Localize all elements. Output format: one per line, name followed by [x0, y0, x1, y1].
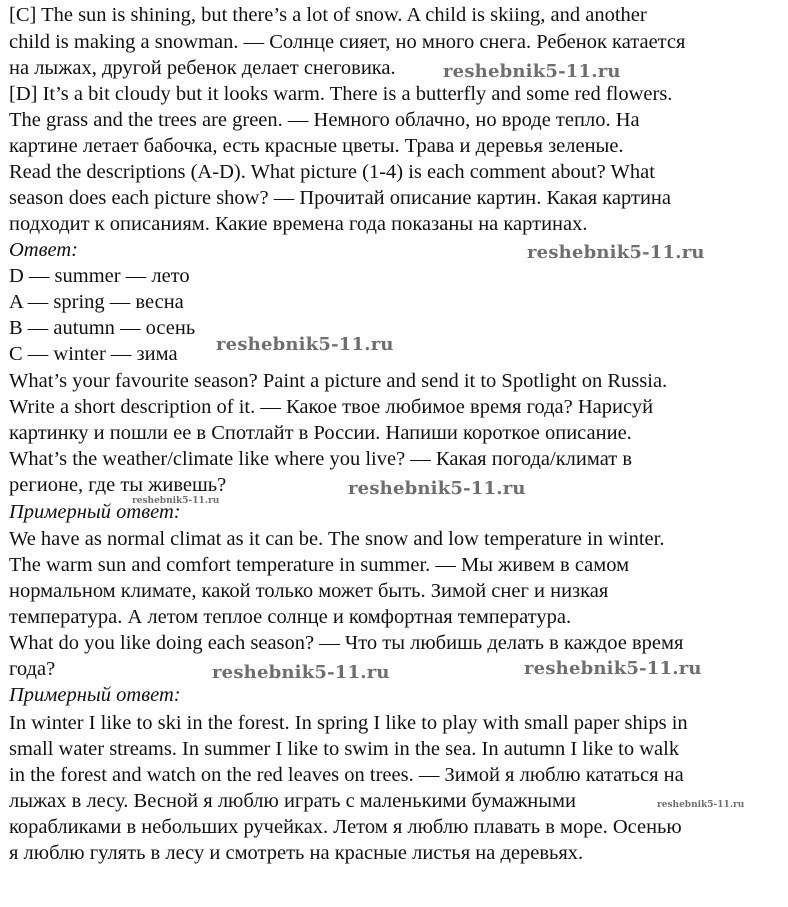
- text-line: корабликами в небольших ручейках. Летом я люблю плавать в море. Осенью: [9, 816, 682, 838]
- text-line: In winter I like to ski in the forest. In spring I like to play with small paper ships in: [9, 712, 688, 734]
- answer-line: D — summer — лето: [9, 265, 190, 287]
- watermark: reshebnik5-11.ru: [212, 662, 390, 683]
- text-line: нормальном климате, какой только может быть. Зимой снег и низкая: [9, 580, 609, 602]
- text-line: The grass and the trees are green. — Немного облачно, но вроде тепло. На: [9, 109, 640, 131]
- answer-line: B — autumn — осень: [9, 317, 196, 339]
- sample-answer-label: Примерный ответ:: [9, 501, 181, 523]
- watermark: reshebnik5-11.ru: [443, 61, 621, 82]
- watermark: reshebnik5-11.ru: [524, 658, 702, 679]
- text-line: small water streams. In summer I like to swim in the sea. In autumn I like to walk: [9, 738, 680, 760]
- answer-label: Ответ:: [9, 239, 78, 261]
- watermark: reshebnik5-11.ru: [132, 496, 220, 506]
- text-line: We have as normal climat as it can be. The snow and low temperature in winter.: [9, 528, 665, 550]
- text-line: Write a short description of it. — Какое твое любимое время года? Нарисуй: [9, 396, 654, 418]
- watermark: reshebnik5-11.ru: [216, 334, 394, 355]
- text-line: подходит к описаниям. Какие времена года показаны на картинах.: [9, 213, 588, 235]
- text-line: картине летает бабочка, есть красные цветы. Трава и деревья зеленые.: [9, 135, 624, 157]
- text-line: [D] It’s a bit cloudy but it looks warm. There is a butterfly and some red flowers.: [9, 83, 673, 105]
- answer-line: A — spring — весна: [9, 291, 184, 313]
- text-line: in the forest and watch on the red leaves on trees. — Зимой я люблю кататься на: [9, 764, 684, 786]
- text-line: Read the descriptions (A-D). What picture (1-4) is each comment about? What: [9, 161, 655, 183]
- text-line: The warm sun and comfort temperature in summer. — Мы живем в самом: [9, 554, 630, 576]
- text-line: лыжах в лесу. Весной я люблю играть с маленькими бумажными: [9, 790, 576, 812]
- text-line: season does each picture show? — Прочитай описание картин. Какая картина: [9, 187, 671, 209]
- answer-line: C — winter — зима: [9, 343, 178, 365]
- text-line: child is making a snowman. — Солнце сияет, но много снега. Ребенок катается: [9, 31, 686, 53]
- text-line: What’s your favourite season? Paint a picture and send it to Spotlight on Russia.: [9, 370, 668, 392]
- text-line: [C] The sun is shining, but there’s a lot of snow. A child is skiing, and another: [9, 4, 647, 26]
- watermark: reshebnik5-11.ru: [657, 800, 745, 810]
- text-line: температура. А летом теплое солнце и комфортная температура.: [9, 606, 572, 628]
- text-line: я люблю гулять в лесу и смотреть на красные листья на деревьях.: [9, 842, 584, 864]
- sample-answer-label: Примерный ответ:: [9, 684, 181, 706]
- text-line: What’s the weather/climate like where you live? — Какая погода/климат в: [9, 448, 633, 470]
- watermark: reshebnik5-11.ru: [348, 478, 526, 499]
- text-line: на лыжах, другой ребенок делает снеговика.: [9, 57, 396, 79]
- watermark: reshebnik5-11.ru: [527, 242, 705, 263]
- text-line: регионе, где ты живешь?: [9, 474, 227, 496]
- text-line: What do you like doing each season? — Что ты любишь делать в каждое время: [9, 632, 684, 654]
- text-line: года?: [9, 658, 56, 680]
- text-line: картинку и пошли ее в Спотлайт в России. Напиши короткое описание.: [9, 422, 632, 444]
